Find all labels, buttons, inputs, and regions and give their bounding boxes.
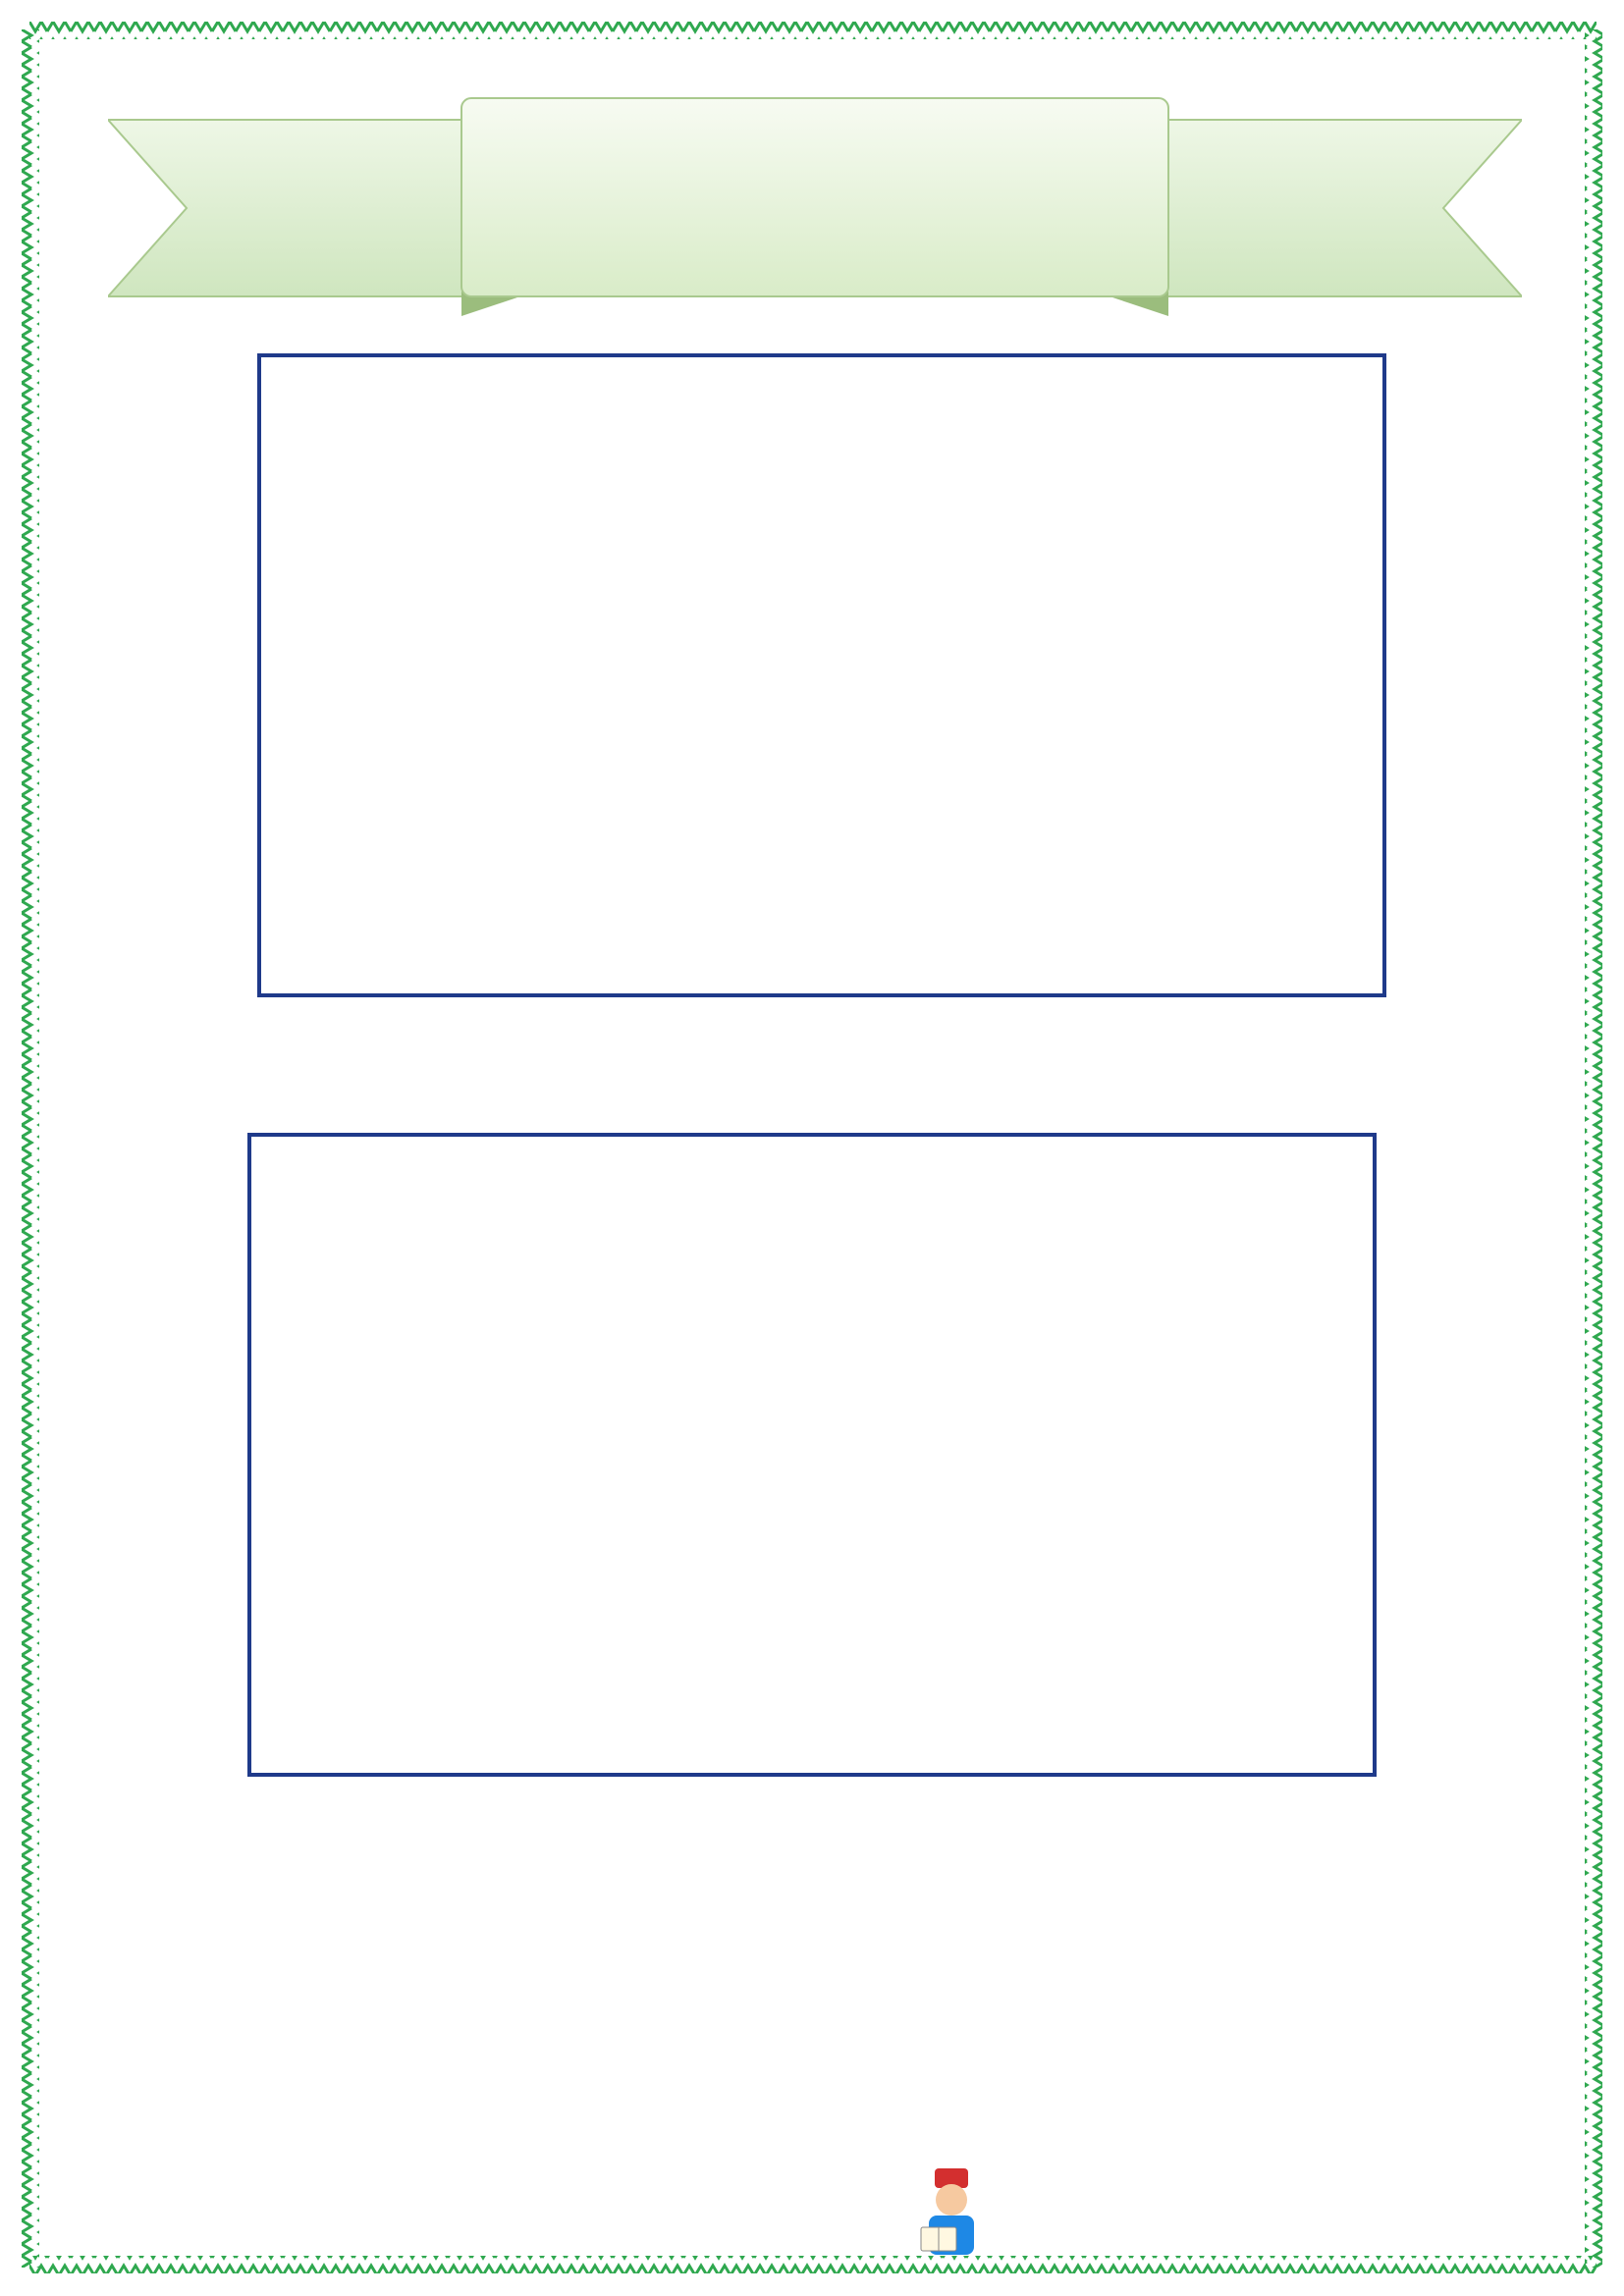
verse-frame-2 <box>247 1133 1377 1777</box>
reading-boy-icon <box>913 2164 992 2263</box>
verse-frame-1 <box>257 353 1386 997</box>
page-title <box>461 98 1168 285</box>
site-logo <box>638 2164 992 2272</box>
